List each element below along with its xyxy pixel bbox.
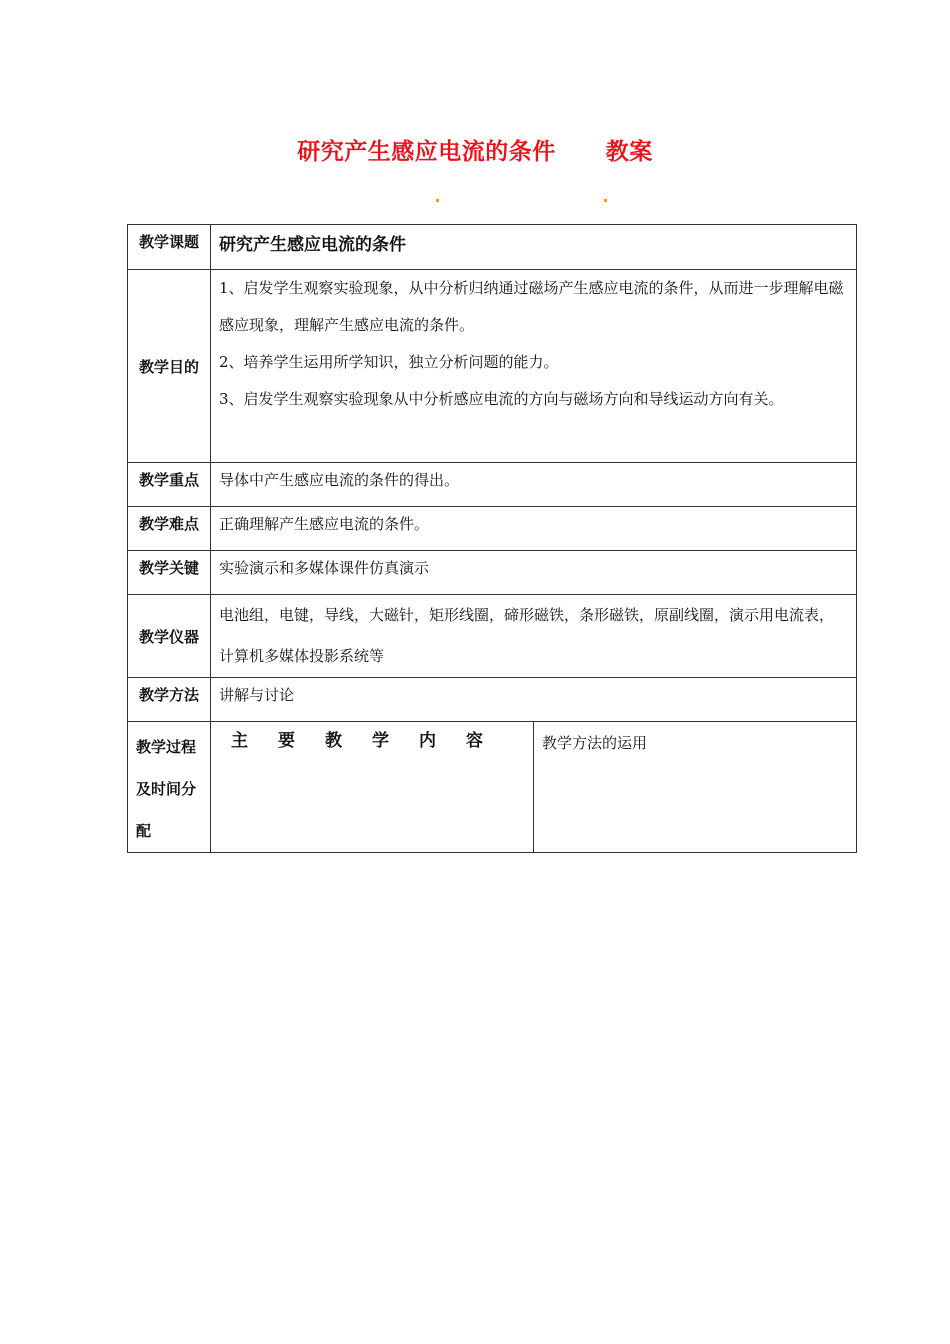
row-label: 教学课题 [128,225,211,270]
instruments-value: 电池组，电键，导线，大磁针，矩形线圈，碲形磁铁，条形磁铁，原副线圈，演示用电流表，计算机多媒体投影系统等 [211,595,857,678]
method-value: 讲解与讨论 [211,678,857,722]
row-label: 教学过程及时间分配 [128,722,211,853]
main-content-header: 主要教学内容 [211,722,534,853]
table-row-goals [128,270,857,463]
title-text: 研究产生感应电流的条件 [297,139,556,165]
table-row-key [128,551,857,595]
document-title [0,133,950,166]
table-row-topic [128,225,857,270]
row-label: 教学方法 [128,678,211,722]
title-suffix: 教案 [605,139,653,165]
key-value: 实验演示和多媒体课件仿真演示 [211,551,857,595]
goal-item: 2、培养学生运用所学知识，独立分析问题的能力。 [219,353,559,371]
row-label: 教学仪器 [128,595,211,678]
table-row-difficulty [128,507,857,551]
key-point-value: 导体中产生感应电流的条件的得出。 [211,463,857,507]
decorative-dot [604,199,607,202]
row-label: 教学关键 [128,551,211,595]
table-row-key-point [128,463,857,507]
goal-item: 1、启发学生观察实验现象，从中分析归纳通过磁场产生感应电流的条件，从而进一步理解电磁感应现象，理解产生感应电流的条件。 [219,279,844,334]
decorative-dot [436,199,439,202]
difficulty-value: 正确理解产生感应电流的条件。 [211,507,857,551]
row-label: 教学重点 [128,463,211,507]
table-row-process [128,722,857,853]
method-usage-header: 教学方法的运用 [534,722,857,853]
table-row-method [128,678,857,722]
goal-item: 3、启发学生观察实验现象从中分析感应电流的方向与磁场方向和导线运动方向有关。 [219,390,784,408]
lesson-plan-table [127,224,857,853]
row-label: 教学目的 [128,270,211,463]
table-row-instruments [128,595,857,678]
topic-value: 研究产生感应电流的条件 [211,225,857,270]
goals-content [211,270,857,463]
row-label: 教学难点 [128,507,211,551]
